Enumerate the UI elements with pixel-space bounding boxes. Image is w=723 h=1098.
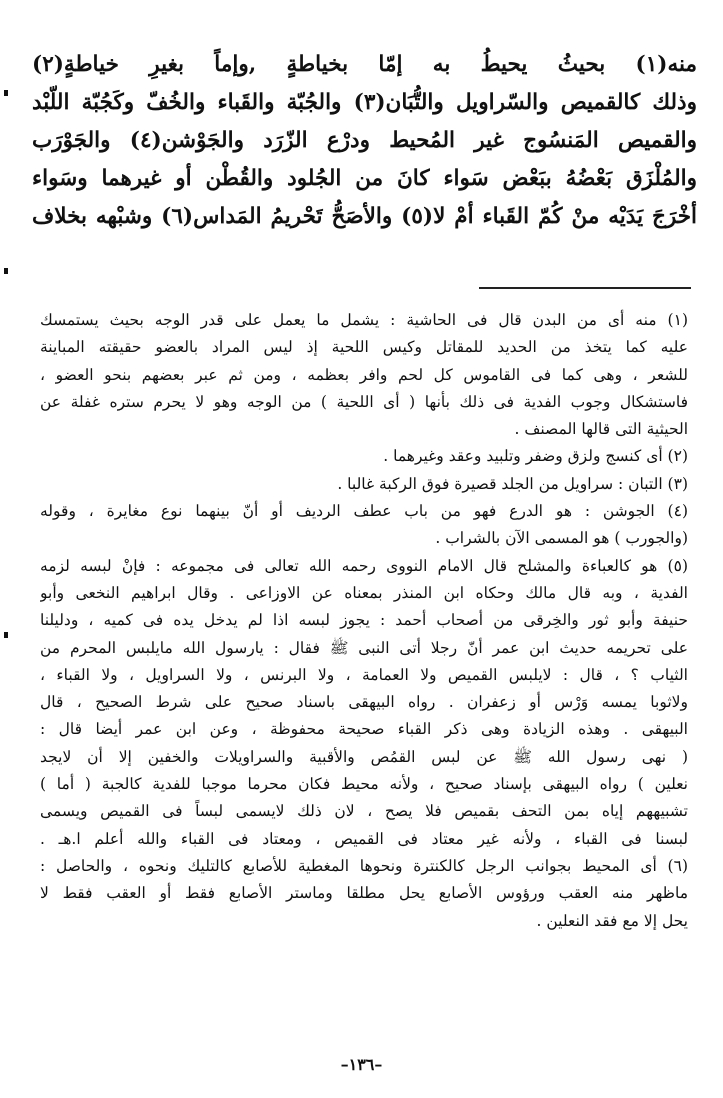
footnote-line: (٣) التبان : سراويل من الجلد قصيرة فوق الركبة غالبا . [337, 474, 688, 493]
footnote-line: فاستشكال وجوب الفدية فى ذلك بأنها ( أى اللحية ) من الوجه وهو لا يحرم ستره غفلة عن [40, 392, 688, 411]
footnote-line: يحل إلا مع فقد النعلين . [536, 911, 688, 930]
main-text [32, 46, 697, 236]
footnote-line: لبسنا فى القباء ، ولأنه غير معتاد فى القميص ، ومعتاد فى القباء والله أعلم ا.هـ . [40, 829, 688, 848]
scan-edge-mark [4, 90, 8, 96]
footnote-line: ( نهى رسول الله ﷺ عن لبس القمُص والأقبية والسراويلات والخفين إلا أن لايجد [40, 747, 688, 766]
footnote-separator [479, 287, 691, 289]
footnote-line: (٦) أى المحيط بجوانب الرجل كالكنترة ونحوها المغطية للأصابع كالتليك ونحوه ، والحاصل : [40, 856, 688, 875]
footnote-line: (٤) الجوشن : هو الدرع فهو من باب عطف الرديف أو أنّ بينهما نوع مغايرة ، وقوله [40, 502, 688, 521]
main-line: وذلك كالقميص والسّراويل والتُّبَان(٣) والجُبّة والقَباء والخُفّ وكَجُبّة اللّبْد [32, 90, 697, 115]
footnote-line: نعلين ) رواه البيهقى بإسناد صحيح ، ولأنه محيط فكان محرما موجبا للفدية كالجبة ( أما ) [40, 775, 688, 794]
footnote-line: ماظهر منه العقب ورؤوس الأصابع يحل مطلقا وماستر الأصابع فقط أو العقب فقط لا [40, 884, 688, 903]
scan-edge-mark [4, 268, 8, 274]
main-line: والقميص المَنسُوج غير المُحيط ودرْع الزّرَد والجَوْشن(٤) والجَوْرَب [32, 128, 697, 153]
main-line: أخْرَجَ يَدَيْه منْ كُمّ القَباء أمْ لا(٥) والأصَحُّ تَحْريمُ المَداس(٦) وشبْهه بخلاف [32, 204, 697, 229]
main-line: والمُلْزَق بَعْضُهُ ببَعْض سَواء كانَ من الجُلود والقُطْن أو غيرهما وسَواء [32, 166, 697, 191]
footnote-line: على تحريمه حديث ابن عمر أنّ رجلا أتى النبى ﷺ فقال : يارسول الله مايلبس المحرم من [40, 638, 688, 657]
footnote-line: حنيفة وأبو ثور والخِرقى من أصحاب أحمد : يجوز لبسه اذا لم يدخل يده فى كميه ، ودليلنا [40, 611, 688, 630]
footnote-line: الثياب ؟ ، قال : لايلبس القميص ولا العمامة ، ولا البرنس ، ولا السراويل ، ولا القباء ، [40, 665, 688, 684]
footnote-line: (١) منه أى من البدن قال فى الحاشية : يشمل ما يعمل على قدر الوجه بحيث يستمسك [40, 311, 688, 329]
page-number: –١٣٦– [340, 1055, 383, 1074]
footnote-line: ولاثوبا يمسه وَرْس أو زعفران . رواه البيهقى باسناد صحيح على شرط الصحيح ، قال [40, 693, 688, 712]
footnote-line: الفدية ، وبه قال مالك وحكاه ابن المنذر بمعناه عن الاوزاعى . وقال ابراهيم النخعى وأبو [40, 583, 688, 602]
footnote-line: عليه كما يتخذ من الحديد للمقاتل وكيس اللحية إذ ليس المراد بالعضو حقيقته المباينة [40, 338, 688, 357]
footnote-line: للشعر ، وهى كما فى القاموس كل لحم وافر بعظمه ، ومن ثم عبر بعضهم بنحو العضو ، [40, 365, 688, 384]
footnote-line: تشبيههم إياه بمن التحف بقميص فلا يصح ، لان ذلك لايسمى لبساً فى القميص ويسمى [40, 802, 688, 821]
footnote-line: (٥) هو كالعباءة والمشلح قال الامام النووى رحمه الله تعالى فى مجموعه : فإنْ لبسه لزمه [40, 556, 688, 575]
footnote-line: الحيثية التى قالها المصنف . [514, 420, 688, 439]
footnote-line: (والجورب ) هو المسمى الآن بالشراب . [435, 529, 688, 548]
footnote-line: (٢) أى كنسج ولزق وضفر وتلبيد وعقد وغيرهما . [383, 447, 688, 466]
main-line: منه(١) بحيثُ يحيطُ به إمّا بخياطةٍ ,وإماً بغيرِ خياطةٍ(٢) [32, 52, 697, 77]
footnotes [40, 307, 688, 935]
scan-edge-mark [4, 632, 8, 638]
footnote-line: البيهقى . وهذه الزيادة وهى ذكر القباء صحيحة محفوظة ، وعن ابن عمر أيضا قال : [40, 720, 688, 739]
